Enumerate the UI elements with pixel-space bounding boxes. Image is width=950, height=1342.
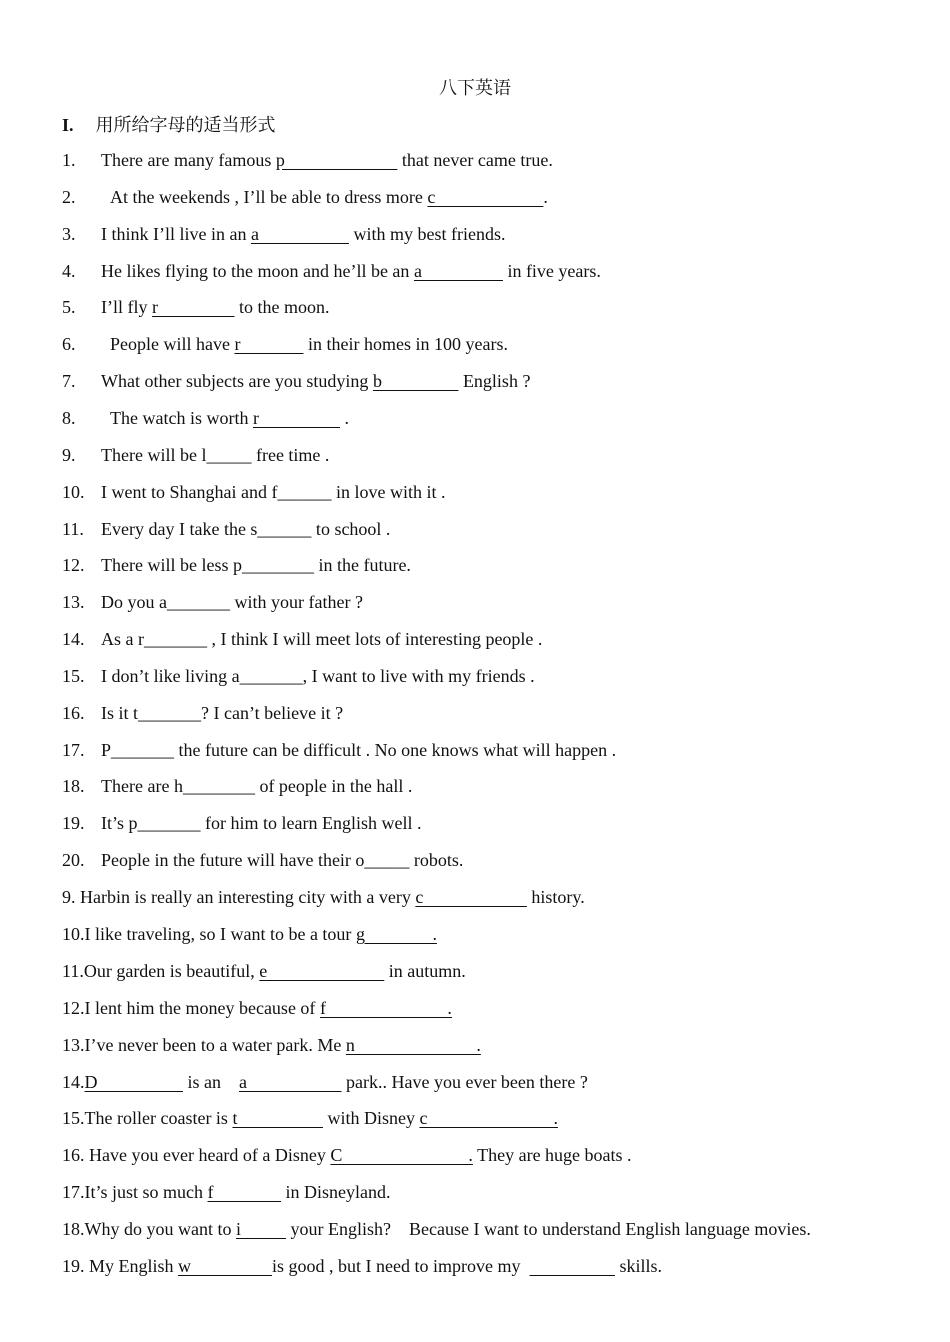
answer-blank: D <box>84 1071 183 1092</box>
item-text-after: with my best friends. <box>348 223 506 244</box>
item-number: 7. <box>62 371 76 392</box>
item-number: 18. <box>62 776 85 797</box>
answer-blank: t <box>232 1108 323 1129</box>
item-text: The watch is worth <box>110 407 253 428</box>
item-text: 11.Our garden is beautiful, <box>62 960 260 981</box>
item-text-after: in autumn. <box>384 960 466 981</box>
exercise-item <box>62 1106 558 1130</box>
exercise-item <box>62 148 553 172</box>
exercise-item <box>62 517 390 541</box>
page-title: 八下英语 <box>439 78 511 98</box>
item-text: There are many famous <box>101 150 276 170</box>
item-text: There are h________ of people in the hall . <box>101 776 413 797</box>
item-number: 12. <box>62 555 85 576</box>
item-text: 9. Harbin is really an interesting city with a very <box>62 887 416 907</box>
item-text-after: with Disney <box>322 1108 420 1129</box>
item-text: Is it t_______? I can’t believe it ? <box>101 702 344 723</box>
item-text-after: to the moon. <box>234 297 330 318</box>
answer-blank: r <box>234 334 304 355</box>
item-number: 4. <box>62 260 76 281</box>
item-number: 14. <box>62 629 85 650</box>
exercise-item <box>62 1070 588 1094</box>
exercise-item <box>62 443 329 467</box>
item-text: He likes flying to the moon and he’ll be an <box>101 260 414 281</box>
item-text: P_______ the future can be difficult . No one knows what will happen . <box>101 739 617 760</box>
answer-blank: r <box>152 297 235 318</box>
exercise-item <box>62 959 466 983</box>
section-number: I. <box>62 115 74 135</box>
item-text: 14. <box>62 1071 85 1092</box>
answer-blank <box>529 1256 615 1276</box>
item-number: 20. <box>62 850 85 871</box>
item-text: At the weekends , I’ll be able to dress more <box>110 186 428 207</box>
item-text: I don’t like living a_______, I want to live with my friends . <box>101 665 535 686</box>
exercise-item <box>62 701 343 725</box>
item-number: 11. <box>62 518 84 539</box>
answer-blank: n . <box>345 1034 481 1055</box>
exercise-item <box>62 922 437 946</box>
exercise-item <box>62 332 508 356</box>
exercise-item <box>62 664 535 688</box>
item-number: 16. <box>62 702 85 723</box>
exercise-item <box>62 996 452 1020</box>
answer-blank: i <box>235 1219 286 1240</box>
item-text-after: . <box>339 407 349 428</box>
item-text-after: English ? <box>458 371 531 392</box>
item-text-after: They are huge boats . <box>472 1145 632 1166</box>
answer-blank: c . <box>419 1108 558 1129</box>
exercise-item <box>62 1180 391 1204</box>
item-text-after: . <box>543 186 548 207</box>
exercise-item <box>62 848 463 872</box>
exercise-item <box>62 590 363 614</box>
item-text: 16. Have you ever heard of a Disney <box>62 1145 331 1166</box>
section-heading <box>62 111 276 137</box>
item-number: 5. <box>62 297 76 318</box>
item-text: There will be less p________ in the future. <box>101 555 411 576</box>
item-text-after: in Disneyland. <box>281 1182 391 1203</box>
item-number: 17. <box>62 739 85 760</box>
item-number: 1. <box>62 150 76 170</box>
item-number: 2. <box>62 186 76 207</box>
answer-blank: c <box>427 186 544 207</box>
item-text: 10.I like traveling, so I want to be a tour <box>62 923 356 944</box>
answer-blank: g . <box>355 923 437 944</box>
answer-blank: e <box>259 960 385 981</box>
item-text: 19. My English <box>62 1256 179 1276</box>
exercise-item <box>62 1033 481 1057</box>
exercise-item <box>62 259 601 283</box>
section-title: 用所给字母的适当形式 <box>95 115 276 135</box>
exercise-item <box>62 406 349 430</box>
exercise-item <box>62 222 505 246</box>
exercise-item <box>62 480 445 504</box>
item-text: Every day I take the s______ to school . <box>101 518 391 539</box>
item-text-after: your English? Because I want to understand English language movies. <box>286 1219 811 1240</box>
item-number: 6. <box>62 334 76 355</box>
answer-blank: b <box>372 371 459 392</box>
item-text: 13.I’ve never been to a water park. Me <box>62 1034 346 1055</box>
item-text: 18.Why do you want to <box>62 1219 236 1240</box>
answer-blank: a <box>413 260 503 281</box>
item-text: People will have <box>110 334 235 355</box>
item-number: 3. <box>62 223 76 244</box>
item-number: 15. <box>62 665 85 686</box>
item-number: 13. <box>62 592 85 613</box>
exercise-item <box>62 295 330 319</box>
answer-blank: c <box>415 887 527 907</box>
item-text: 15.The roller coaster is <box>62 1108 233 1129</box>
item-text: People in the future will have their o_____ robots. <box>101 850 464 871</box>
exercise-item <box>62 774 412 798</box>
exercise-item <box>62 811 421 835</box>
item-number: 9. <box>62 444 76 465</box>
item-text-after: in five years. <box>502 260 601 281</box>
item-text-after: history. <box>526 887 585 907</box>
exercise-item <box>62 1143 632 1167</box>
item-text-after: that never came true. <box>397 150 553 170</box>
exercise-item <box>62 1254 662 1278</box>
exercise-item <box>62 1217 811 1241</box>
exercise-item <box>62 553 411 577</box>
item-text: As a r_______ , I think I will meet lots of interesting people . <box>101 629 543 650</box>
exercise-item <box>62 885 585 909</box>
item-number: 8. <box>62 407 76 428</box>
item-text: Do you a_______ with your father ? <box>101 592 363 613</box>
item-text: I went to Shanghai and f______ in love with it . <box>101 481 446 502</box>
item-text-after: is an <box>183 1071 239 1092</box>
item-text: 12.I lent him the money because of <box>62 997 320 1018</box>
item-number: 19. <box>62 813 85 834</box>
exercise-item <box>62 627 542 651</box>
item-text: 17.It’s just so much <box>62 1182 208 1203</box>
item-text-after: in their homes in 100 years. <box>303 334 508 355</box>
exercise-item <box>62 738 616 762</box>
answer-blank: a <box>239 1071 342 1092</box>
item-text: I’ll fly <box>101 297 152 318</box>
answer-blank: f <box>207 1182 282 1203</box>
item-text-end: park.. Have you ever been there ? <box>341 1071 588 1092</box>
item-text: It’s p_______ for him to learn English well . <box>101 813 422 834</box>
answer-blank: a <box>250 223 349 244</box>
answer-blank: C . <box>330 1145 473 1166</box>
exercise-item <box>62 369 530 393</box>
item-text-end: skills. <box>614 1256 662 1276</box>
item-text: What other subjects are you studying <box>101 371 373 392</box>
item-number: 10. <box>62 481 85 502</box>
answer-blank: p <box>275 150 398 170</box>
answer-blank: w <box>178 1256 273 1276</box>
answer-blank: r <box>252 407 340 428</box>
exercise-item <box>62 185 548 209</box>
item-text: I think I’ll live in an <box>101 223 251 244</box>
answer-blank: f . <box>319 997 452 1018</box>
item-text-after: is good , but I need to improve my <box>272 1256 530 1276</box>
item-text: There will be l_____ free time . <box>101 444 330 465</box>
